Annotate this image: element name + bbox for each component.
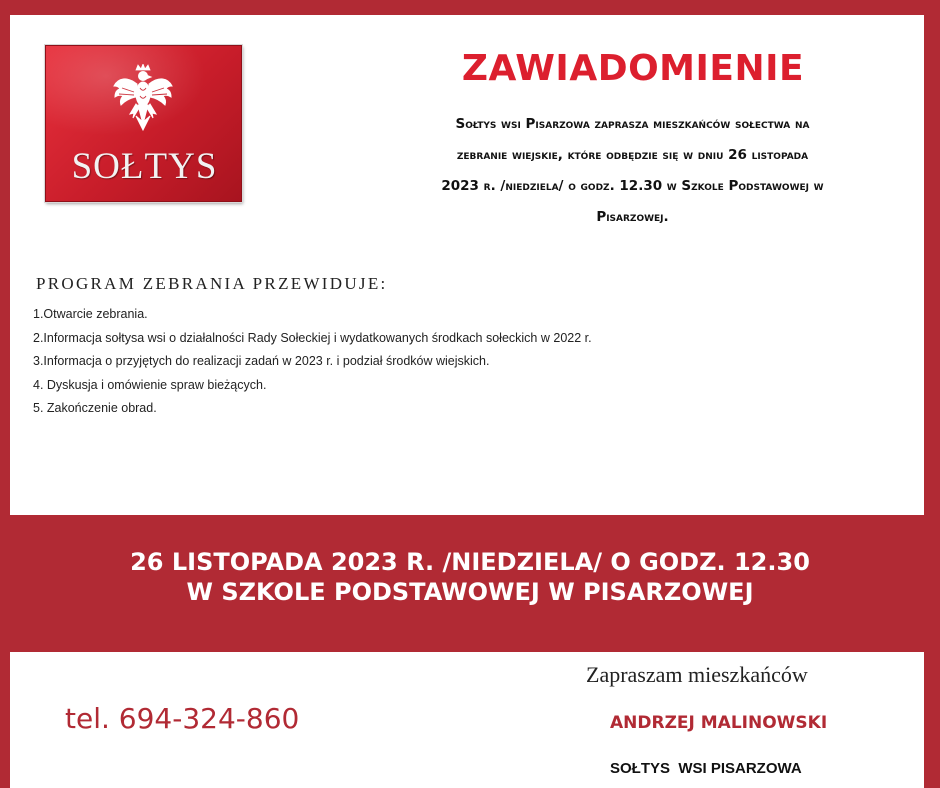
meeting-date-banner: [0, 547, 940, 607]
intro-line: zebranie wiejskie, które odbędzie się w dniu 26 listopada: [456, 147, 809, 163]
page-title: ZAWIADOMIENIE: [461, 48, 805, 89]
polish-eagle-icon: [112, 64, 174, 132]
intro-line: 2023 r. /niedziela/ o godz. 12.30 w Szkole Podstawowej w: [441, 178, 824, 194]
program-item: 3.Informacja o przyjętych do realizacji zadań w 2023 r. i podział środków wiejskich.: [33, 354, 490, 368]
program-item: 2.Informacja sołtysa wsi o działalności Rady Sołeckiej i wydatkowanych środkach sołeckich w 2022 r.: [33, 330, 592, 345]
soltys-logo: [45, 45, 242, 202]
contact-panel: [10, 652, 924, 788]
intro-line: Pisarzowej.: [596, 209, 669, 225]
phone-number: tel. 694-324-860: [65, 702, 300, 735]
program-item: 5. Zakończenie obrad.: [33, 401, 157, 415]
signatory-name: ANDRZEJ MALINOWSKI: [610, 713, 828, 733]
banner-line-location: W SZKOLE PODSTAWOWEJ W PISARZOWEJ: [186, 578, 754, 606]
program-list: [33, 307, 592, 425]
notice-panel: [10, 15, 924, 515]
program-item: 4. Dyskusja i omówienie spraw bieżących.: [33, 377, 267, 392]
program-heading: PROGRAM ZEBRANIA PRZEWIDUJE:: [36, 274, 388, 293]
program-item: 1.Otwarcie zebrania.: [33, 307, 148, 321]
invitation-text: Zapraszam mieszkańców: [586, 662, 808, 687]
logo-text: SOŁTYS: [71, 146, 218, 187]
banner-line-date: 26 LISTOPADA 2023 R. /NIEDZIELA/ O GODZ. 12.30: [130, 548, 810, 576]
intro-text: [360, 109, 905, 233]
intro-line: Sołtys wsi Pisarzowa zaprasza mieszkańców sołectwa na: [455, 116, 810, 132]
signatory-role: SOŁTYS WSI PISARZOWA: [610, 760, 802, 777]
